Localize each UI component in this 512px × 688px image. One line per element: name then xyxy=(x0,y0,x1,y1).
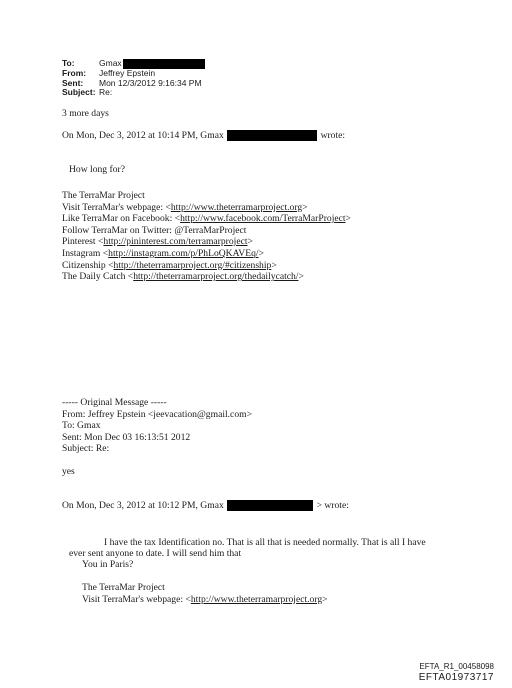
quote-header-2 xyxy=(62,500,349,512)
redaction-box xyxy=(227,500,313,511)
sent-label: Sent: xyxy=(62,77,84,88)
from-value: Jeffrey Epstein xyxy=(99,68,156,78)
paris-question: You in Paris? xyxy=(82,559,134,570)
subject-value: Re: xyxy=(99,87,113,98)
signature-org: The TerraMar Project xyxy=(62,190,145,201)
tax-line-1: I have the tax Identification no. That is all that is needed normally. That is all I have xyxy=(104,537,426,548)
to-label: To: xyxy=(62,58,75,68)
redaction-box xyxy=(227,130,317,141)
original-sent: Sent: Mon Dec 03 16:13:51 2012 xyxy=(62,431,191,443)
quote-header-1-suffix: wrote: xyxy=(320,130,346,141)
to-value: Gmax xyxy=(99,58,122,68)
sent-value: Mon 12/3/2012 9:16:34 PM xyxy=(99,77,202,88)
signature-block xyxy=(62,190,351,283)
signature-facebook: Like TerraMar on Facebook: <http://www.facebook.com/TerraMarProject> xyxy=(62,213,351,225)
signature-2-webpage: Visit TerraMar's webpage: <http://www.theterramarproject.org> xyxy=(82,593,328,605)
signature-citizenship: Citizenship <http://theterramarproject.org/#citizenship> xyxy=(62,259,277,271)
signature-pinterest: Pinterest <http://pininterest.com/terramarproject> xyxy=(62,236,253,248)
webpage-link-2[interactable]: http://www.theterramarproject.org xyxy=(190,593,323,605)
bates-number-1: EFTA_R1_00458098 xyxy=(419,662,494,671)
original-to: To: Gmax xyxy=(62,420,101,432)
subject-label: Subject: xyxy=(62,87,96,98)
from-label: From: xyxy=(62,68,87,78)
signature-daily-catch: The Daily Catch <http://theterramarproject.org/thedailycatch/> xyxy=(62,271,304,283)
bates-number-2: EFTA01973717 xyxy=(418,672,494,683)
signature-instagram: Instagram <http://instagram.com/p/PhLoQKAVEq/> xyxy=(62,247,264,259)
subject-row xyxy=(62,88,205,98)
signature-twitter: Follow TerraMar on Twitter: @TerraMarProject xyxy=(62,224,247,236)
signature-2-org: The TerraMar Project xyxy=(82,582,165,593)
quote-header-2-suffix: > wrote: xyxy=(316,500,349,511)
tax-line-2: ever sent anyone to date. I will send him that xyxy=(69,548,242,559)
signature-block-2 xyxy=(82,582,328,605)
quote-header-2-prefix: On Mon, Dec 3, 2012 at 10:12 PM, Gmax xyxy=(62,500,224,511)
original-from: From: Jeffrey Epstein <jeevacation@gmail.com> xyxy=(62,408,252,420)
quote-header-1 xyxy=(62,130,345,142)
webpage-link[interactable]: http://www.theterramarproject.org xyxy=(170,201,303,213)
question-text: How long for? xyxy=(69,164,125,175)
email-header xyxy=(62,59,205,98)
reply-text: 3 more days xyxy=(62,108,109,119)
daily-catch-link[interactable]: http://theterramarproject.org/thedailycatch/ xyxy=(133,271,299,283)
original-reply: yes xyxy=(62,466,75,477)
original-message xyxy=(62,397,252,455)
quote-header-1-prefix: On Mon, Dec 3, 2012 at 10:14 PM, Gmax xyxy=(62,130,224,141)
signature-webpage: Visit TerraMar's webpage: <http://www.theterramarproject.org> xyxy=(62,201,308,213)
original-divider: ----- Original Message ----- xyxy=(62,397,167,408)
pinterest-link[interactable]: http://pininterest.com/terramarproject xyxy=(103,236,248,248)
original-subject: Subject: Re: xyxy=(62,443,110,455)
citizenship-link[interactable]: http://theterramarproject.org/#citizenship xyxy=(113,259,272,271)
instagram-link[interactable]: http://instagram.com/p/PhLoQKAVEq/ xyxy=(108,247,259,259)
facebook-link[interactable]: http://www.facebook.com/TerraMarProject xyxy=(180,213,346,225)
